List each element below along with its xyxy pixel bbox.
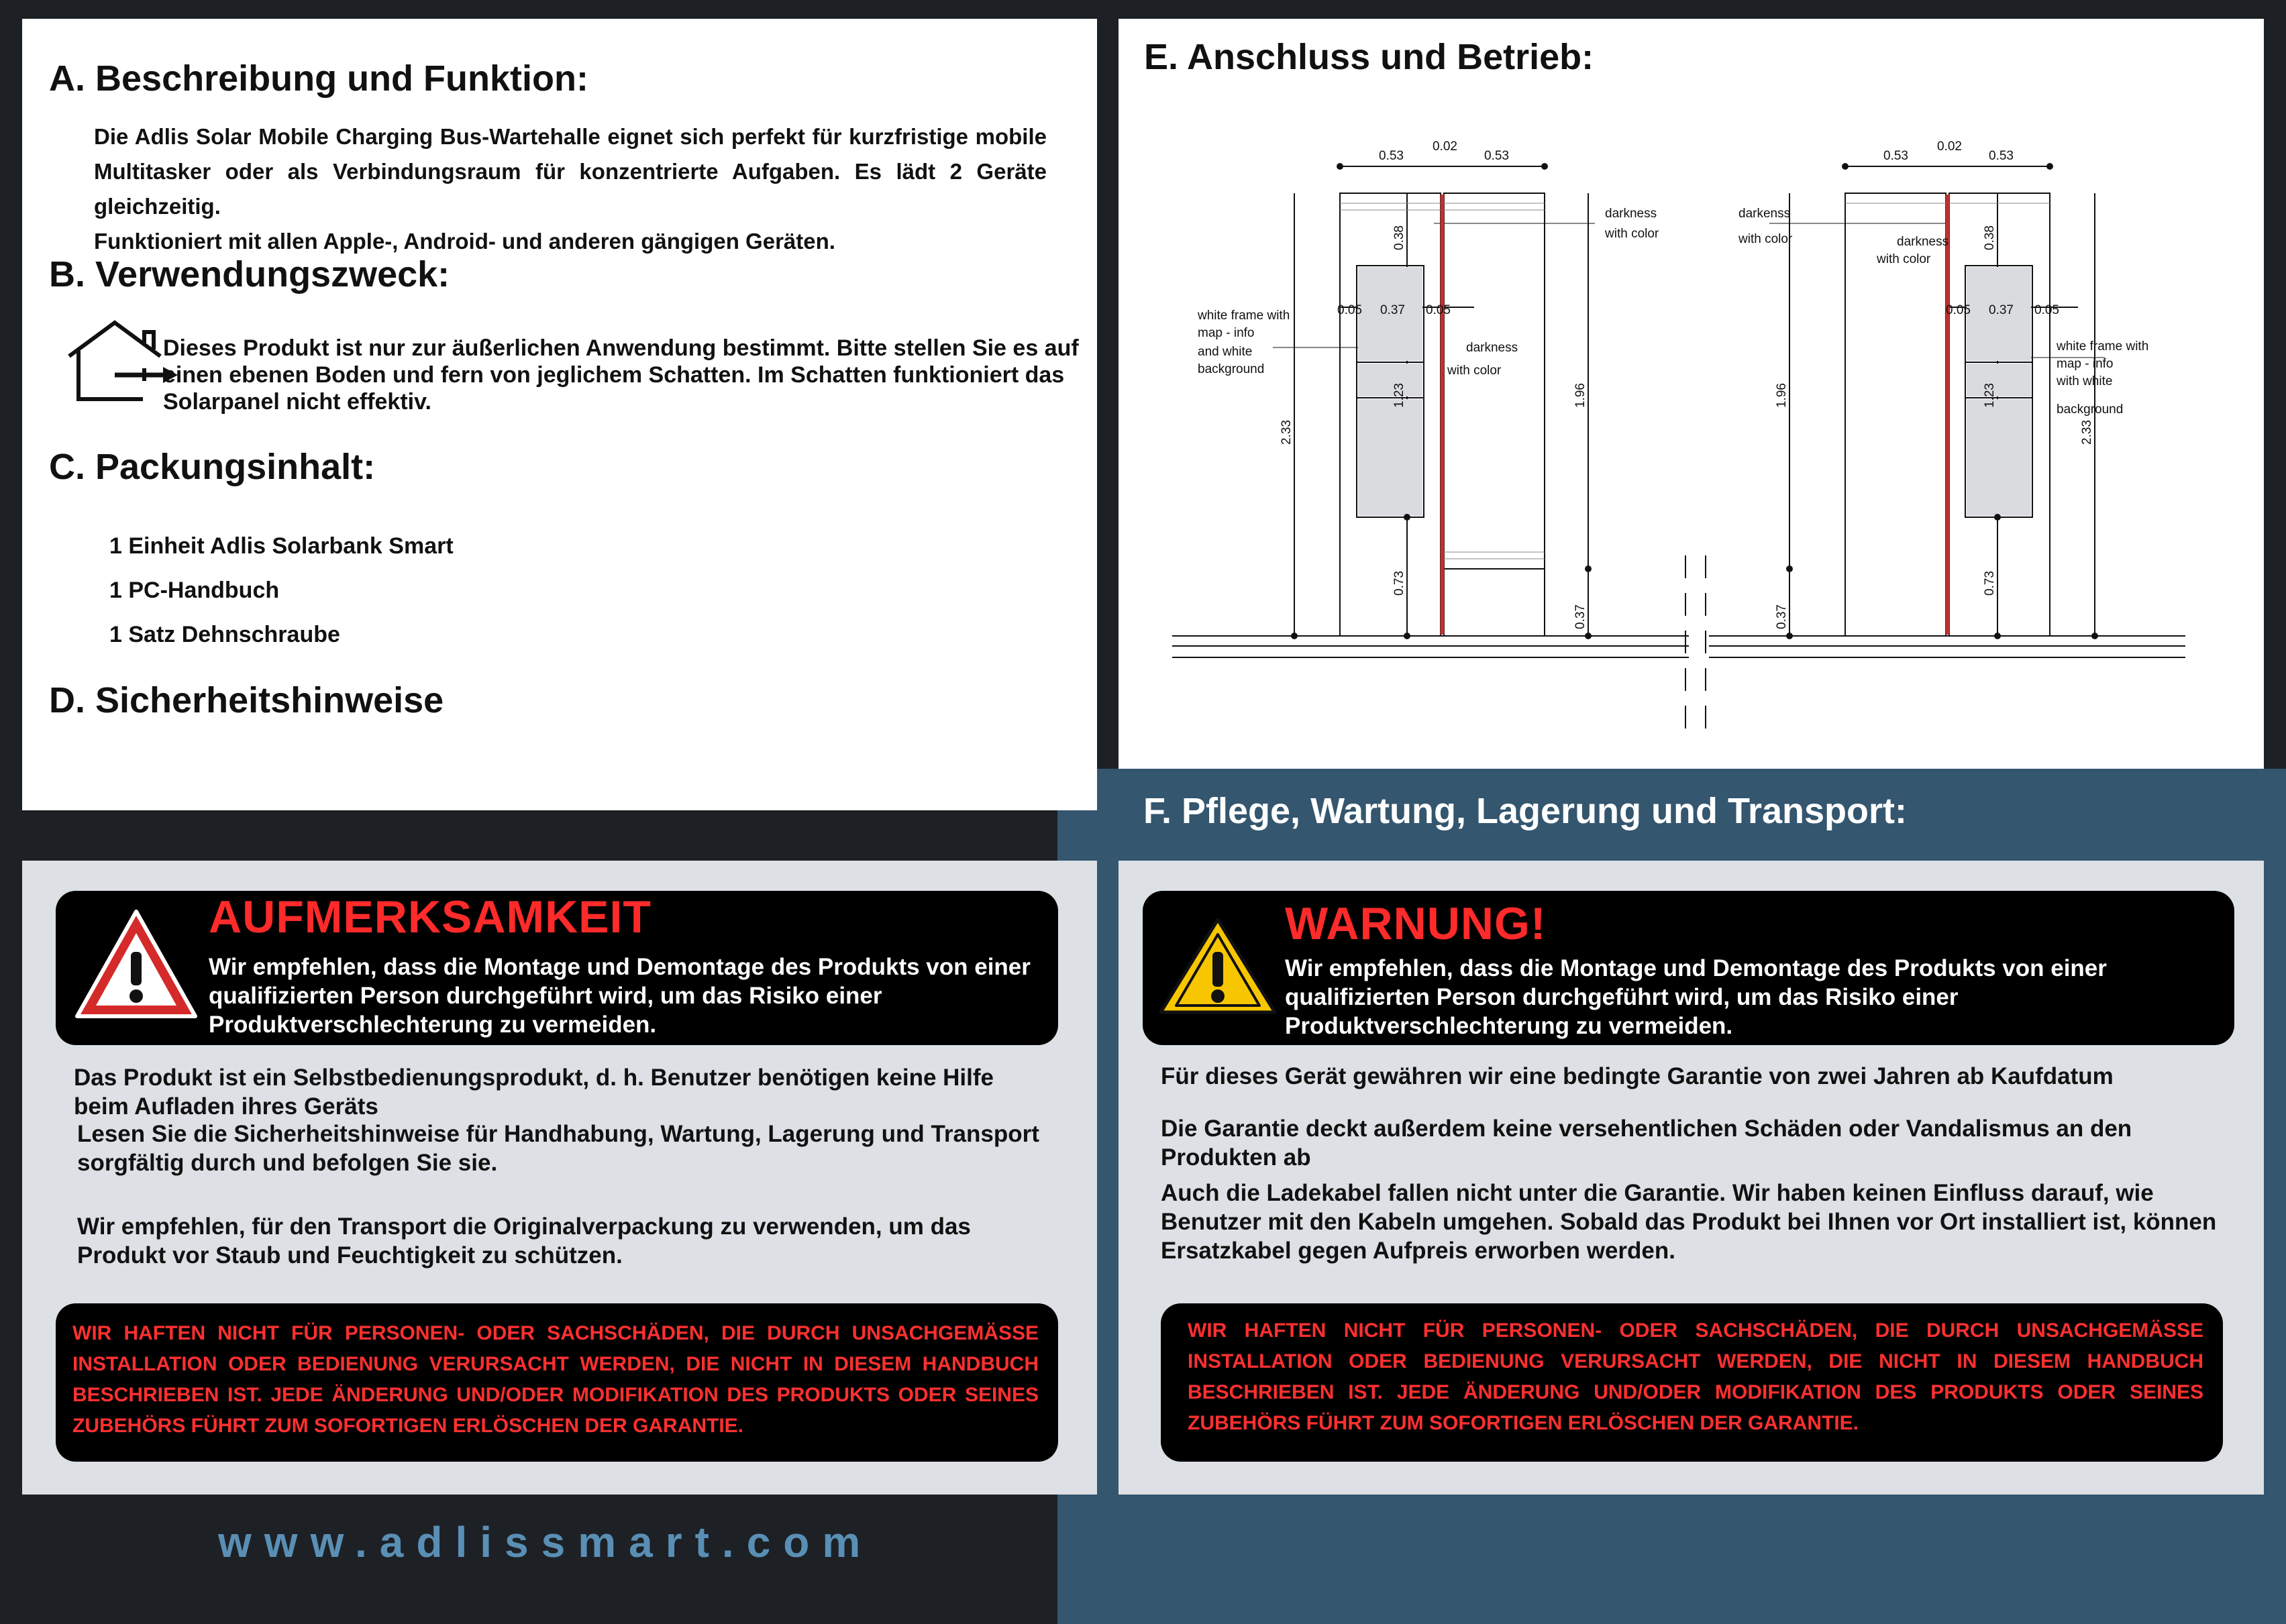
- package-item: 1 Satz Dehnschraube: [109, 622, 340, 647]
- safety-paragraph: Das Produkt ist ein Selbstbedienungsprodukt, d. h. Benutzer benötigen keine Hilfe beim Aufladen ihres Geräts: [74, 1065, 994, 1120]
- section-a-title: A. Beschreibung und Funktion:: [49, 58, 588, 99]
- technical-drawing: [1119, 19, 2264, 769]
- package-item: 1 PC-Handbuch: [109, 578, 280, 603]
- dim-label: 0.53: [1989, 149, 2014, 163]
- section-d-title: D. Sicherheitshinweise: [49, 680, 444, 720]
- liability-text: WIR HAFTEN NICHT FÜR PERSONEN- ODER SACHSCHÄDEN, DIE DURCH UNSACHGEMÄSSE INSTALLATION ODER BEDIENUNG VERURSACHT WERDEN, DIE NICHT IN DIESEM HANDBUCH BESCHRIEBEN IST. JEDE ÄNDERUNG UND/ODER MODIFIKATION DES PRODUKTS ODER SEINES ZUBEHÖRS FÜHRT ZUM SOFORTIGEN ERLÖSCHEN DER GARANTIE.: [1188, 1319, 2203, 1434]
- drawing-note: with color: [1738, 232, 1793, 246]
- dim-label: 2.33: [2080, 420, 2094, 445]
- dim-label: 0.37: [1775, 604, 1789, 629]
- drawing-note: with white: [2057, 374, 2113, 388]
- drawing-note: and white: [1198, 345, 1253, 359]
- red-warning-triangle-icon: [74, 908, 199, 1022]
- attention-text: Wir empfehlen, dass die Montage und Demontage des Produkts von einer qualifizierten Person durchgeführt wird, um das Risiko einer Produktverschlechterung zu vermeiden.: [209, 954, 1031, 1038]
- drawing-note: map - info: [1198, 326, 1255, 340]
- panel-description: [22, 19, 1097, 810]
- dim-label: 0.53: [1883, 149, 1908, 163]
- package-contents-list: [109, 524, 454, 657]
- warning-title: WARNUNG!: [1285, 898, 1547, 949]
- section-a-line: Multitasker oder als Verbindungsraum für konzentrierte Aufgaben. Es lädt 2 Geräte: [94, 159, 1047, 184]
- dim-label: 0.05: [2034, 303, 2059, 317]
- section-a-body: [94, 119, 1047, 259]
- drawing-note: darkness: [1605, 207, 1657, 221]
- section-a-line: Funktioniert mit allen Apple-, Android- und anderen gängigen Geräten.: [94, 229, 835, 254]
- section-a-line: Die Adlis Solar Mobile Charging Bus-Wartehalle eignet sich perfekt für kurzfristige mobile: [94, 124, 1047, 149]
- dim-label: 0.05: [1946, 303, 1971, 317]
- drawing-note: background: [1198, 362, 1265, 376]
- drawing-note: with color: [1605, 227, 1659, 241]
- yellow-warning-triangle-icon: [1157, 916, 1278, 1016]
- dim-label: 0.37: [1380, 303, 1405, 317]
- dim-label: 0.02: [1937, 140, 1962, 154]
- dim-label: 0.38: [1983, 225, 1997, 250]
- dim-label: 0.53: [1379, 149, 1404, 163]
- drawing-note: darkenss: [1738, 207, 1791, 221]
- drawing-note: darkness: [1897, 235, 1949, 249]
- drawing-note: background: [2057, 402, 2124, 417]
- warranty-paragraph: Für dieses Gerät gewähren wir eine bedingte Garantie von zwei Jahren ab Kaufdatum: [1161, 1063, 2114, 1089]
- dim-label: 1.23: [1983, 383, 1997, 408]
- house-indoor-icon: [62, 317, 180, 404]
- panel-connection: [1119, 19, 2264, 769]
- dim-label: 0.37: [1989, 303, 2014, 317]
- section-e-title: E. Anschluss und Betrieb:: [1144, 37, 1594, 77]
- dim-label: 0.73: [1983, 571, 1997, 596]
- drawing-note: with color: [1447, 364, 1502, 378]
- section-b-text: Dieses Produkt ist nur zur äußerlichen Anwendung bestimmt. Bitte stellen Sie es auf einen ebenen Boden und fern von jeglichem Schatten. Im Schatten funktioniert das Solarpanel nicht effektiv.: [163, 335, 1079, 415]
- package-item: 1 Einheit Adlis Solarbank Smart: [109, 533, 454, 559]
- section-a-line: gleichzeitig.: [94, 194, 221, 219]
- dim-label: 0.05: [1426, 303, 1451, 317]
- dim-label: 0.37: [1573, 604, 1588, 629]
- dim-label: 0.53: [1484, 149, 1509, 163]
- drawing-note: with color: [1877, 252, 1931, 266]
- drawing-note: white frame with: [2057, 339, 2149, 354]
- section-f-title: F. Pflege, Wartung, Lagerung und Transport:: [1143, 791, 1908, 831]
- dim-label: 1.23: [1392, 383, 1406, 408]
- dim-label: 0.05: [1337, 303, 1362, 317]
- safety-paragraph: Wir empfehlen, für den Transport die Originalverpackung zu verwenden, um das Produkt vor Staub und Feuchtigkeit zu schützen.: [77, 1213, 971, 1268]
- dim-label: 0.02: [1433, 140, 1457, 154]
- drawing-note: white frame with: [1198, 309, 1290, 323]
- warranty-paragraph: Die Garantie deckt außerdem keine versehentlichen Schäden oder Vandalismus an den Produkten ab: [1161, 1116, 2132, 1171]
- dim-label: 1.96: [1775, 383, 1789, 408]
- section-b-title: B. Verwendungszweck:: [49, 254, 450, 294]
- dim-label: 0.38: [1392, 225, 1406, 250]
- panel-care: [1119, 861, 2264, 1495]
- website-link[interactable]: www.adlissmart.com: [218, 1518, 874, 1566]
- safety-paragraph: Lesen Sie die Sicherheitshinweise für Handhabung, Wartung, Lagerung und Transport sorgfältig durch und befolgen Sie sie.: [77, 1121, 1039, 1176]
- drawing-note: map - info: [2057, 357, 2114, 371]
- dim-label: 0.73: [1392, 571, 1406, 596]
- warning-text: Wir empfehlen, dass die Montage und Demontage des Produkts von einer qualifizierten Person durchgeführt wird, um das Risiko einer Produktverschlechterung zu vermeiden.: [1285, 955, 2107, 1039]
- panel-safety: [22, 861, 1097, 1495]
- liability-text: WIR HAFTEN NICHT FÜR PERSONEN- ODER SACHSCHÄDEN, DIE DURCH UNSACHGEMÄSSE INSTALLATION ODER BEDIENUNG VERURSACHT WERDEN, DIE NICHT IN DIESEM HANDBUCH BESCHRIEBEN IST. JEDE ÄNDERUNG UND/ODER MODIFIKATION DES PRODUKTS ODER SEINES ZUBEHÖRS FÜHRT ZUM SOFORTIGEN ERLÖSCHEN DER GARANTIE.: [72, 1322, 1039, 1437]
- section-c-title: C. Packungsinhalt:: [49, 447, 376, 487]
- drawing-note: darkness: [1466, 341, 1518, 355]
- dim-label: 2.33: [1280, 420, 1294, 445]
- dim-label: 1.96: [1573, 383, 1588, 408]
- warranty-paragraph: Auch die Ladekabel fallen nicht unter die Garantie. Wir haben keinen Einfluss darauf, wie Benutzer mit den Kabeln umgehen. Sobald das Produkt bei Ihnen vor Ort installiert ist, können Ersatzkabel gegen Aufpreis erworben werden.: [1161, 1180, 2217, 1264]
- attention-title: AUFMERKSAMKEIT: [209, 891, 652, 942]
